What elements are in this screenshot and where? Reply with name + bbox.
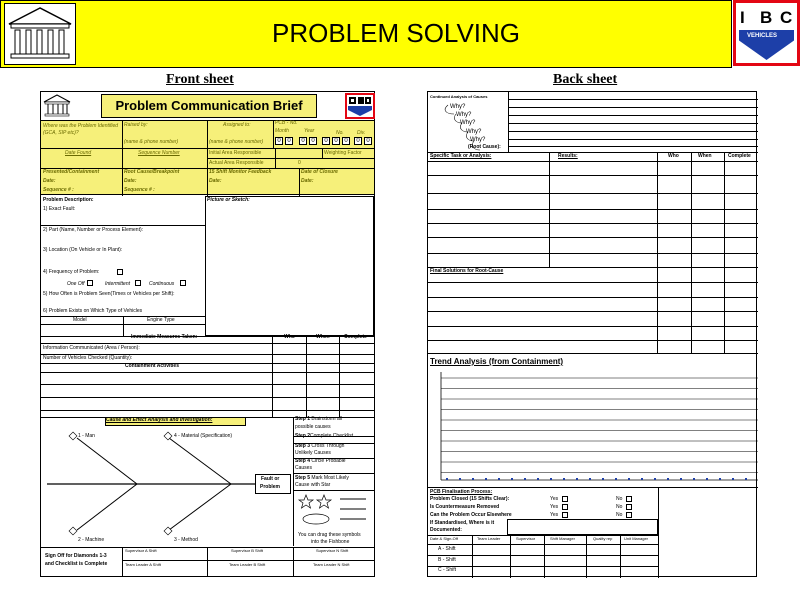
pcb-digit[interactable]: 0 bbox=[285, 137, 293, 145]
no-label: No. bbox=[336, 130, 344, 136]
step-4-text-2: Causes bbox=[295, 465, 312, 471]
picture-sketch-area[interactable] bbox=[205, 196, 374, 336]
who-col-header: Who bbox=[668, 153, 679, 159]
yes-checkbox[interactable] bbox=[562, 496, 568, 502]
complete-col-header: Complete bbox=[344, 334, 367, 340]
trend-point bbox=[485, 478, 487, 480]
circle-symbol-icon bbox=[303, 514, 329, 524]
date-found-label: Date Found bbox=[65, 150, 92, 156]
presented-containment-label: Presented/Containment bbox=[43, 169, 100, 175]
engine-type-col-header: Engine Type bbox=[147, 317, 175, 323]
trend-point bbox=[641, 478, 643, 480]
fishbone-machine-label: 2 - Machine bbox=[78, 537, 105, 543]
back-sheet-label: Back sheet bbox=[553, 72, 618, 87]
trend-point bbox=[524, 478, 526, 480]
team-leader-b-label: Team Leader B Shift bbox=[229, 562, 266, 567]
intermittent-checkbox[interactable] bbox=[135, 280, 141, 286]
step-text: Circle Probable bbox=[311, 458, 346, 464]
step-text: Complete Checklist bbox=[310, 433, 354, 439]
trend-chart[interactable] bbox=[428, 368, 758, 488]
drag-symbols-hint-1: You can drag these symbols bbox=[298, 532, 361, 538]
step-number: Step 1 bbox=[295, 416, 311, 422]
raised-by-label: Raised by: bbox=[124, 122, 148, 128]
signoff-row-c: C - Shift bbox=[438, 567, 457, 573]
yes-checkbox[interactable] bbox=[562, 504, 568, 510]
trend-point bbox=[628, 478, 630, 480]
raised-by-sub: (name & phone number) bbox=[124, 139, 179, 145]
problem-closed-label: Problem Closed (15 Shifts Clear): bbox=[430, 496, 510, 502]
pcb-digit[interactable]: 0 bbox=[322, 137, 330, 145]
actual-area-label: Actual Area Responsible bbox=[209, 160, 264, 166]
pcb-digit[interactable]: 0 bbox=[364, 137, 372, 145]
trend-point bbox=[550, 478, 552, 480]
signoff-col-team-leader: Team Leader bbox=[477, 536, 501, 541]
brief-house-icon bbox=[42, 93, 72, 119]
sequence-no-label: Sequence # : bbox=[124, 187, 155, 193]
date-label: Date: bbox=[43, 178, 56, 184]
assigned-to-sub: (name & phone number) bbox=[209, 139, 264, 145]
step-1 bbox=[295, 417, 342, 422]
how-often-label: 5) How Often is Problem Seen(Times or Vehicles per Shift): bbox=[43, 291, 175, 297]
exact-fault-label: 1) Exact Fault: bbox=[43, 206, 76, 212]
trend-point bbox=[576, 478, 578, 480]
no-checkbox[interactable] bbox=[626, 512, 632, 518]
fault-problem-label-1: Fault or bbox=[261, 476, 280, 482]
trend-point bbox=[693, 478, 695, 480]
ibc-logo-letter: B bbox=[760, 8, 773, 27]
step-number: Step 5 bbox=[295, 475, 311, 481]
supervisor-a-label: Supervisor A Shift bbox=[125, 548, 157, 553]
pcb-digit[interactable]: 0 bbox=[309, 137, 317, 145]
trend-point bbox=[472, 478, 474, 480]
div-label: Div. bbox=[357, 130, 366, 136]
year-label: Year bbox=[304, 128, 315, 134]
no-checkbox[interactable] bbox=[626, 496, 632, 502]
countermeasure-removed-label: Is Countermeasure Removed bbox=[430, 504, 500, 510]
fault-problem-label-2: Problem bbox=[260, 484, 281, 490]
intermittent-label: Intermittent bbox=[105, 281, 131, 287]
team-leader-a-label: Team Leader A Shift bbox=[125, 562, 161, 567]
final-solutions-label: Final Solutions for Root-Cause bbox=[430, 268, 504, 274]
back-sheet bbox=[427, 91, 757, 577]
trend-point bbox=[680, 478, 682, 480]
signoff-row-a: A - Shift bbox=[438, 546, 456, 552]
initial-area-label: Initial Area Responsible bbox=[209, 150, 262, 156]
trend-point bbox=[446, 478, 448, 480]
part-label: 2) Part (Name, Number or Process Element): bbox=[43, 227, 144, 233]
why-2: Why? bbox=[456, 112, 472, 118]
documented-location-input[interactable] bbox=[507, 519, 658, 535]
weighting-factor-label: Weighting Factor bbox=[324, 150, 362, 156]
ibc-logo bbox=[733, 0, 800, 66]
weighting-factor-value: 0 bbox=[298, 160, 301, 166]
date-signoff-label: Date & Sign-Off bbox=[430, 536, 458, 541]
why-1: Why? bbox=[450, 104, 466, 110]
frequency-checkbox[interactable] bbox=[117, 269, 123, 275]
signoff-col-unit-manager: Unit Manager bbox=[624, 536, 649, 541]
step-number: Step 2 bbox=[295, 433, 311, 439]
shift-monitor-label: 15 Shift Monitor Feedback bbox=[209, 169, 272, 175]
step-number: Step 3 bbox=[295, 443, 311, 449]
why-3: Why? bbox=[460, 120, 476, 126]
fishbone-man-label: 1 - Man bbox=[78, 433, 95, 439]
brief-title: Problem Communication Brief bbox=[115, 98, 303, 113]
page-title: PROBLEM SOLVING bbox=[271, 18, 521, 48]
trend-point bbox=[589, 478, 591, 480]
step-2 bbox=[295, 434, 353, 439]
sequence-number-label: Sequence Number bbox=[138, 150, 180, 156]
step-5 bbox=[295, 476, 349, 481]
drag-symbols[interactable] bbox=[294, 492, 374, 532]
standardised-label-1: If Standardised, Where is it bbox=[430, 520, 495, 526]
date-of-closure-label: Date of Closure bbox=[301, 169, 338, 175]
trend-point bbox=[706, 478, 708, 480]
yes-label: Yes bbox=[550, 496, 559, 502]
sequence-no-label: Sequence # : bbox=[43, 187, 74, 193]
date-label: Date: bbox=[124, 178, 137, 184]
signoff-col-supervisor: Supervisor bbox=[516, 536, 536, 541]
pcb-digit[interactable]: 0 bbox=[299, 137, 307, 145]
front-sheet-label: Front sheet bbox=[166, 72, 234, 87]
pcb-no-label: PCB - No. bbox=[275, 120, 298, 126]
vehicles-badge-text: VEHICLES bbox=[747, 33, 778, 39]
front-sheet bbox=[40, 91, 375, 577]
continuous-label: Continuous bbox=[149, 281, 175, 287]
vehicle-types-label: 6) Problem Exists on Which Type of Vehicles bbox=[43, 308, 143, 314]
occur-elsewhere-label: Can the Problem Occur Elsewhere bbox=[430, 512, 512, 518]
problem-description-label: Problem Description: bbox=[43, 197, 94, 203]
header-house-icon bbox=[4, 3, 76, 65]
containment-activities-label: Containment Activities bbox=[125, 363, 179, 369]
trend-point bbox=[459, 478, 461, 480]
trend-point bbox=[667, 478, 669, 480]
complete-col-header: Complete bbox=[728, 153, 751, 159]
continuous-checkbox[interactable] bbox=[180, 280, 186, 286]
date-label: Date: bbox=[301, 178, 314, 184]
ibc-logo-letter: I bbox=[740, 8, 745, 27]
root-cause-label: (Root Cause): bbox=[468, 144, 501, 150]
specific-task-label: Specific Task or Analysis: bbox=[430, 153, 492, 159]
trend-point bbox=[537, 478, 539, 480]
fishbone-material-label: 4 - Material (Specification) bbox=[174, 433, 233, 439]
star-symbol-icon bbox=[299, 495, 313, 508]
frequency-label: 4) Frequency of Problem: bbox=[43, 269, 100, 275]
date-label: Date: bbox=[209, 178, 222, 184]
continued-analysis-label: Continued Analysis of Causes bbox=[430, 94, 488, 99]
step-number: Step 4 bbox=[295, 458, 311, 464]
who-col-header: Who bbox=[284, 334, 295, 340]
trend-point bbox=[563, 478, 565, 480]
pcb-digit[interactable]: 0 bbox=[354, 137, 362, 145]
drag-symbols-hint-2: into the Fishbone bbox=[311, 539, 350, 545]
when-col-header: When bbox=[316, 334, 330, 340]
team-leader-n-label: Team Leader N Shift bbox=[313, 562, 350, 567]
root-cause-breakpoint-label: Root Cause/Breakpoint bbox=[124, 169, 180, 175]
signoff-row-b: B - Shift bbox=[438, 557, 456, 563]
results-label: Results: bbox=[558, 153, 578, 159]
immediate-measures-label: Immediate Measures Taken: bbox=[131, 334, 198, 340]
step-3-text-2: Unlikely Causes bbox=[295, 450, 331, 456]
one-off-checkbox[interactable] bbox=[87, 280, 93, 286]
pcb-digit[interactable]: 0 bbox=[342, 137, 350, 145]
fishbone-method-label: 3 - Method bbox=[174, 537, 198, 543]
step-text: Mark Most Likely bbox=[311, 475, 349, 481]
pcb-digit[interactable]: 0 bbox=[332, 137, 340, 145]
trend-point bbox=[498, 478, 500, 480]
step-1-text-2: possible causes bbox=[295, 424, 331, 430]
picture-sketch-label: Picture or Sketch: bbox=[207, 197, 250, 203]
cause-effect-title: Cause and Effect Analysis and Investigation: bbox=[106, 417, 213, 423]
why-4: Why? bbox=[466, 129, 482, 135]
trend-point bbox=[654, 478, 656, 480]
supervisor-b-label: Supervisor B Shift bbox=[231, 548, 264, 553]
signoff-col-shift-manager: Shift Manager bbox=[550, 536, 575, 541]
assigned-to-label: Assigned to: bbox=[223, 122, 251, 128]
signoff-col-quality-rep: Quality rep bbox=[593, 536, 613, 541]
no-label: No bbox=[616, 512, 623, 518]
where-identified-label: Where was the Problem Identified (GCA, SIP etc)? bbox=[43, 123, 119, 136]
trend-point bbox=[732, 478, 734, 480]
month-label: Month bbox=[275, 128, 289, 134]
trend-point bbox=[511, 478, 513, 480]
star-symbol-icon bbox=[317, 495, 331, 508]
ibc-logo-letter: C bbox=[780, 8, 793, 27]
standardised-label-2: Documented: bbox=[430, 527, 462, 533]
info-communicated-label: Information Communicated (Area / Person): bbox=[43, 345, 140, 351]
signoff-label-1: Sign Off for Diamonds 1-3 bbox=[45, 553, 107, 559]
yes-checkbox[interactable] bbox=[562, 512, 568, 518]
trend-point bbox=[745, 478, 747, 480]
no-label: No bbox=[616, 496, 623, 502]
pcb-digit[interactable]: 0 bbox=[275, 137, 283, 145]
brief-ibc-logo bbox=[345, 93, 375, 119]
trend-point bbox=[602, 478, 604, 480]
trend-analysis-label: Trend Analysis (from Containment) bbox=[430, 357, 564, 366]
model-col-header: Model bbox=[73, 317, 87, 323]
no-label: No bbox=[616, 504, 623, 510]
one-off-label: One Off bbox=[67, 281, 85, 287]
step-text: Cross Through bbox=[311, 443, 345, 449]
trend-point bbox=[615, 478, 617, 480]
step-text: Brainstorm all bbox=[311, 416, 342, 422]
when-col-header: When bbox=[698, 153, 712, 159]
supervisor-n-label: Supervisor N Shift bbox=[316, 548, 349, 553]
why-5: Why? bbox=[470, 137, 486, 143]
yes-label: Yes bbox=[550, 504, 559, 510]
vehicles-checked-label: Number of Vehicles Checked (Quantity): bbox=[43, 355, 133, 361]
step-4 bbox=[295, 459, 346, 464]
step-3 bbox=[295, 444, 344, 449]
finalisation-title: PCB Finalisation Process: bbox=[430, 489, 493, 495]
step-5-text-2: Cause with Star bbox=[295, 482, 331, 488]
location-label: 3) Location (On Vehicle or In Plant): bbox=[43, 247, 123, 253]
no-checkbox[interactable] bbox=[626, 504, 632, 510]
yes-label: Yes bbox=[550, 512, 559, 518]
signoff-label-2: and Checklist is Complete bbox=[45, 561, 108, 567]
trend-point bbox=[719, 478, 721, 480]
